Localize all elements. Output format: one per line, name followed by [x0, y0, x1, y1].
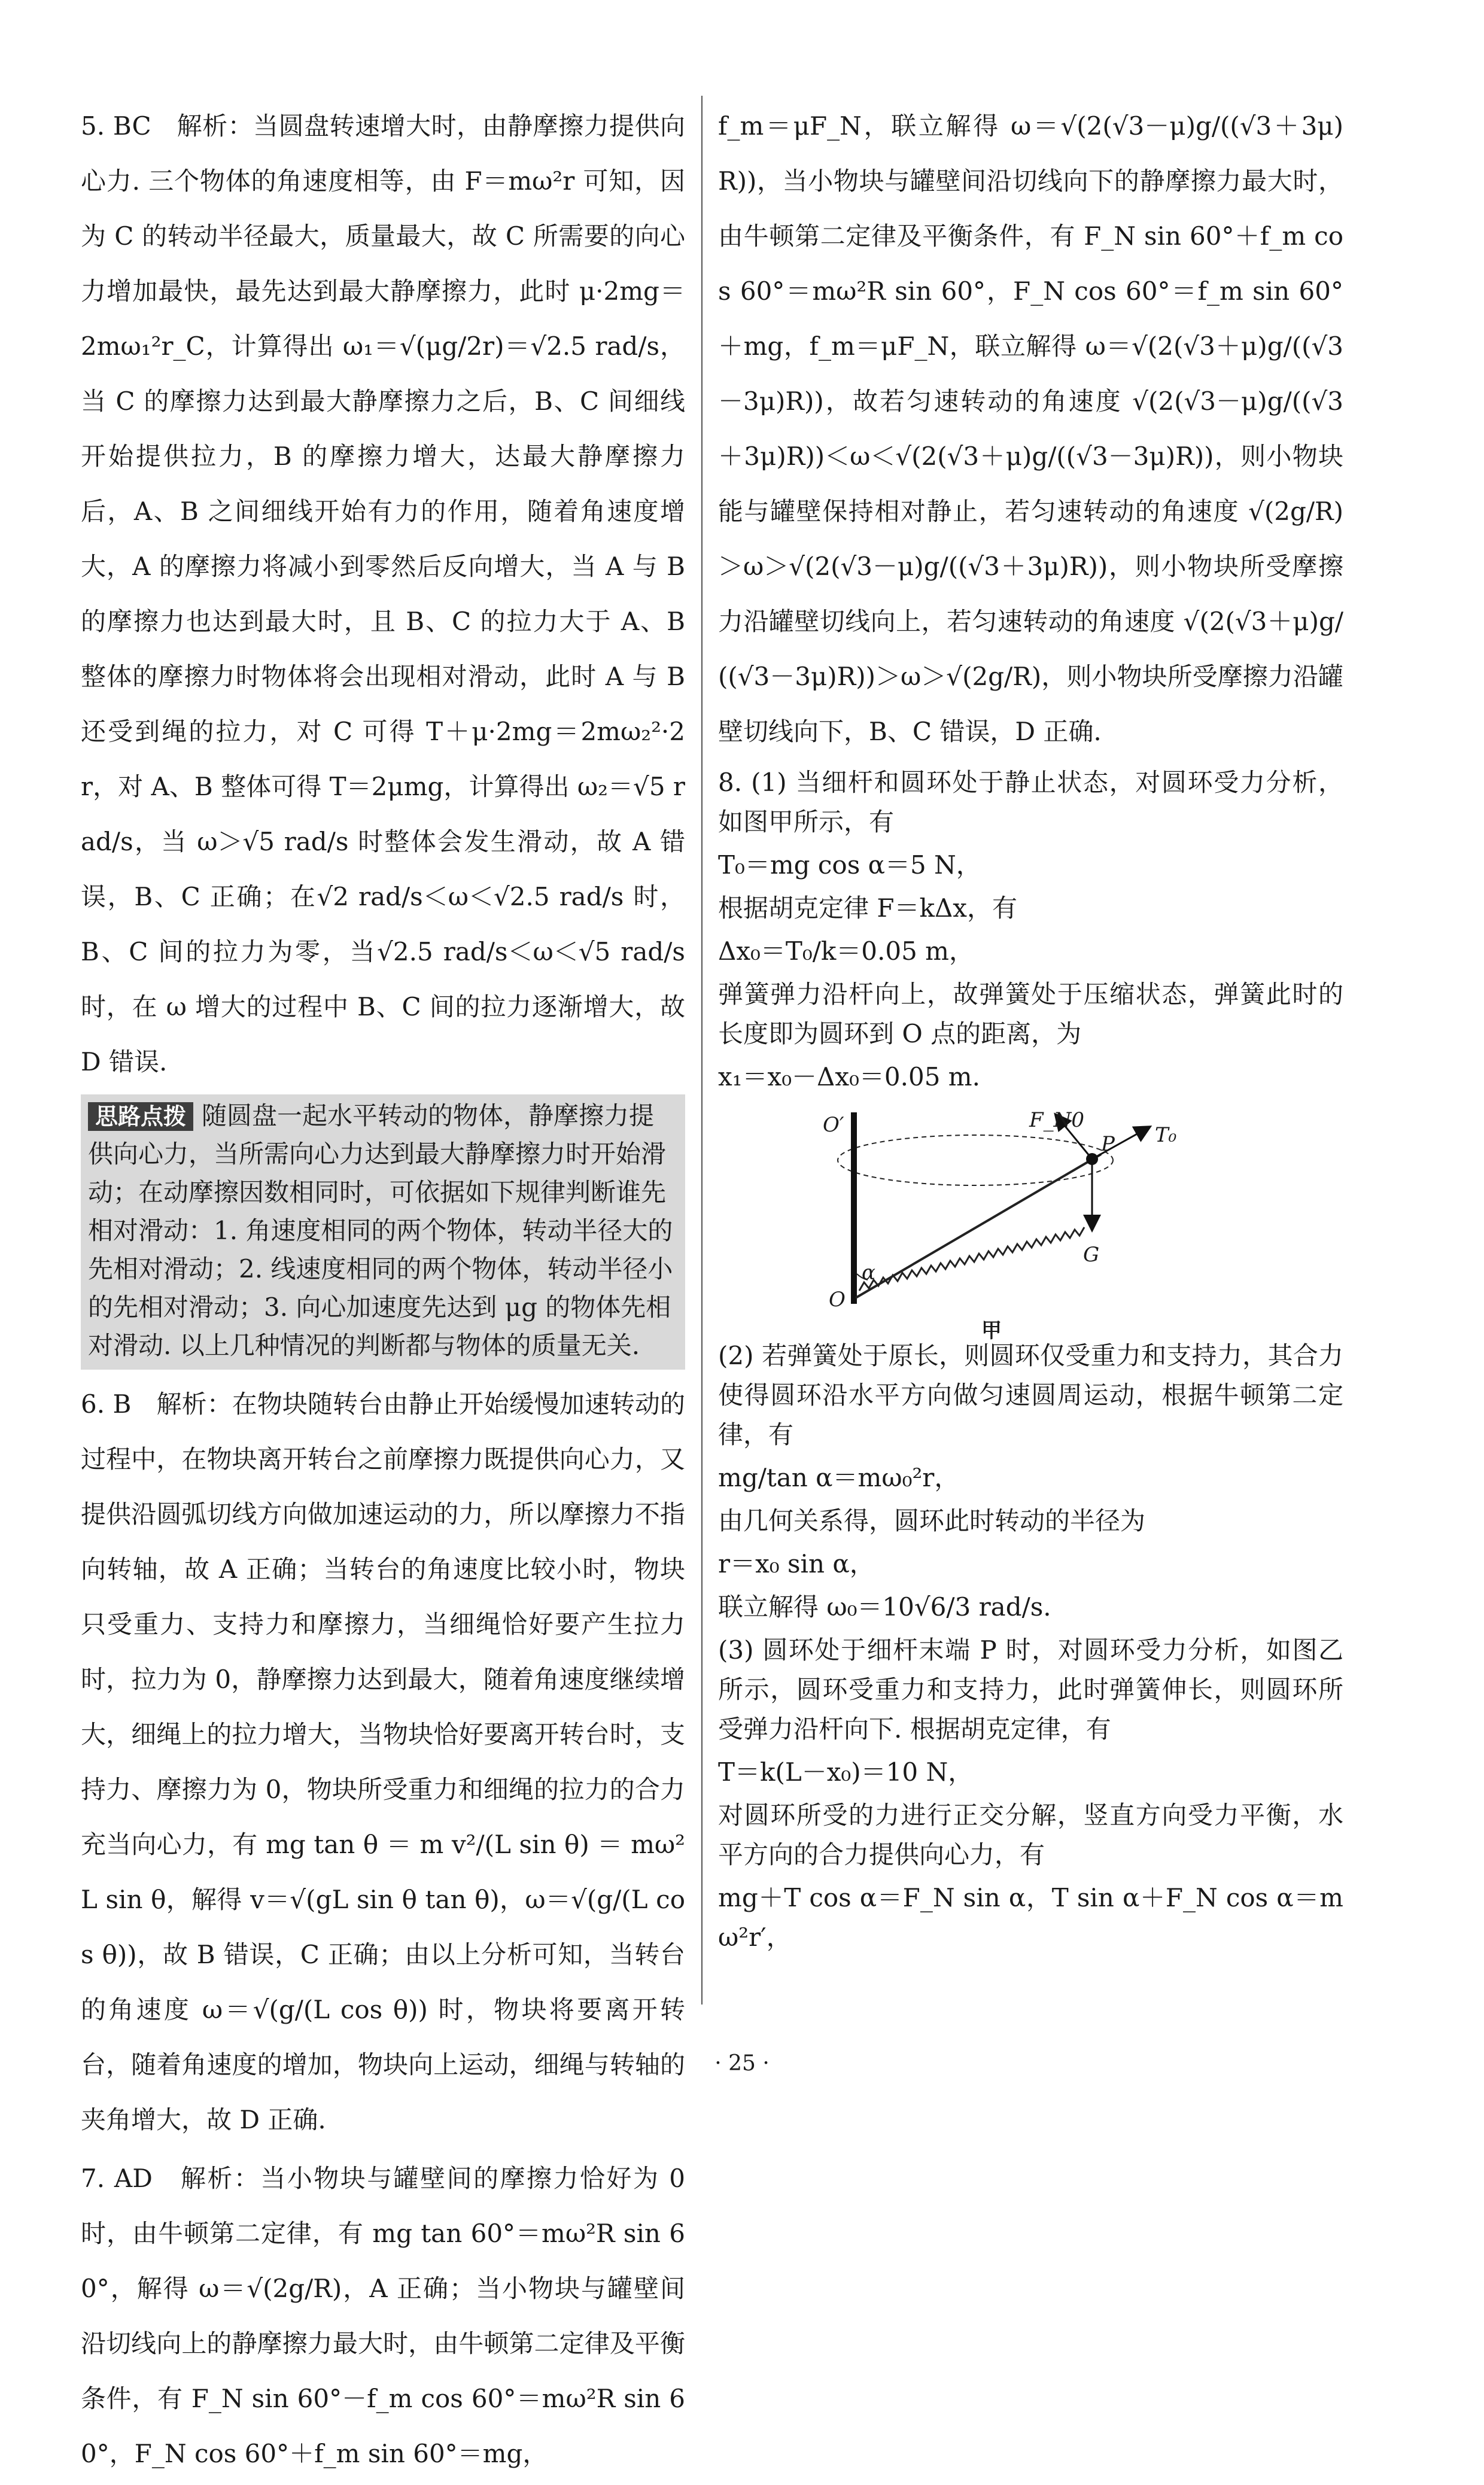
- tip-text: 随圆盘一起水平转动的物体，静摩擦力提供向心力，当所需向心力达到最大静摩擦力时开始滑动；在动摩擦因数相同时，可依据如下规律判断谁先相对滑动：1. 角速度相同的两个物体，转动半径大的先相对滑动；2. 线速度相同的两个物体，转动半径小的先相对滑动；3. 向心加速度先达到 μg 的物体先相对滑动. 以上几种情况的判断都与物体的质量无关.: [88, 1101, 673, 1360]
- answer-8-decomposition: 对圆环所受的力进行正交分解，竖直方向受力平衡，水平方向的合力提供向心力，有: [718, 1800, 1343, 1869]
- answer-8-part2: (2) 若弹簧处于原长，则圆环仅受重力和支持力，其合力使得圆环沿水平方向做匀速圆周运动，根据牛顿第二定律，有: [718, 1341, 1343, 1449]
- answer-8-spring: 弹簧弹力沿杆向上，故弹簧处于压缩状态，弹簧此时的长度即为圆环到 O 点的距离，为: [718, 980, 1343, 1048]
- tip-box: [81, 1094, 685, 1370]
- spring: [859, 1227, 1084, 1291]
- geometry-line: 由几何关系得，圆环此时转动的半径为: [718, 1506, 1146, 1535]
- figure-caption: 甲: [981, 1319, 1002, 1343]
- page-number: · 25 ·: [714, 2051, 770, 2076]
- answer-5: 5. BC 解析：当圆盘转速增大时，由静摩擦力提供向心力. 三个物体的角速度相等，由 F＝mω²r 可知，因为 C 的转动半径最大，质量最大，故 C 所需要的向心力增加最快，最先达到最大静摩擦力，此时 μ·2mg＝2mω₁²r_C，计算得出 ω₁＝√(μg/2r)＝√2.5 rad/s，当 C 的摩擦力达到最大静摩擦力之后，B、C 间细线开始提供拉力，B 的摩擦力增大，达最大静摩擦力后，A、B 之间细线开始有力的作用，随着角速度增大，A 的摩擦力将减小到零然后反向增大，当 A 与 B 的摩擦力也达到最大时，且 B、C 的拉力大于 A、B 整体的摩擦力时物体将会出现相对滑动，此时 A 与 B 还受到绳的拉力，对 C 可得 T＋μ·2mg＝2mω₂²·2r，对 A、B 整体可得 T＝2μmg，计算得出 ω₂＝√5 rad/s，当 ω＞√5 rad/s 时整体会发生滑动，故 A 错误，B、C 正确；在√2 rad/s＜ω＜√2.5 rad/s 时，B、C 间的拉力为零，当√2.5 rad/s＜ω＜√5 rad/s 时，在 ω 增大的过程中 B、C 间的拉力逐渐增大，故 D 错误.: [81, 111, 685, 1076]
- equation-compression: Δx₀＝T₀/k＝0.05 m，: [718, 936, 974, 966]
- equation-omega0: 联立解得 ω₀＝10√6/3 rad/s.: [718, 1592, 1051, 1622]
- equation-tension-2: T＝k(L－x₀)＝10 N，: [718, 1757, 974, 1787]
- right-column: [718, 99, 1343, 1961]
- answer-6: 6. B 解析：在物块随转台由静止开始缓慢加速转动的过程中，在物块离开转台之前摩擦力既提供向心力，又提供沿圆弧切线方向做加速运动的力，所以摩擦力不指向转轴，故 A 正确；当转台的角速度比较小时，物块只受重力、支持力和摩擦力，当细绳恰好要产生拉力时，拉力为 0，静摩擦力达到最大，随着角速度继续增大，细绳上的拉力增大，当物块恰好要离开转台时，支持力、摩擦力为 0，物块所受重力和细绳的拉力的合力充当向心力，有 mg tan θ ＝ m v²/(L sin θ) ＝ mω²L sin θ，解得 v＝√(gL sin θ tan θ)，ω＝√(g/(L cos θ))，故 B 错误，C 正确；由以上分析可知，当转台的角速度 ω＝√(g/(L cos θ)) 时，物块将要离开转台，随着角速度的增加，物块向上运动，细绳与转轴的夹角增大，故 D 正确.: [81, 1389, 685, 2134]
- tip-label: 思路点拨: [88, 1102, 193, 1131]
- vertical-rod: [851, 1112, 857, 1304]
- equation-balance: mg＋T cos α＝F_N sin α，T sin α＋F_N cos α＝mω²r′，: [718, 1883, 1343, 1952]
- label-fn0: F_N0: [1029, 1108, 1084, 1132]
- left-column: [81, 99, 685, 2485]
- label-g: G: [1083, 1243, 1100, 1267]
- orbit-ellipse: [838, 1135, 1113, 1185]
- equation-x1: x₁＝x₀－Δx₀＝0.05 m.: [718, 1062, 980, 1091]
- figure-jia: [718, 1100, 1343, 1343]
- hooke-law-line: 根据胡克定律 F＝kΔx，有: [718, 893, 1017, 923]
- answer-8-part1: 8. (1) 当细杆和圆环处于静止状态，对圆环受力分析，如图甲所示，有: [718, 768, 1343, 837]
- answer-7: 7. AD 解析：当小物块与罐壁间的摩擦力恰好为 0 时，由牛顿第二定律，有 mg tan 60°＝mω²R sin 60°，解得 ω＝√(2g/R)，A 正确；当小物块与罐壁间沿切线向上的静摩擦力最大时，由牛顿第二定律及平衡条件，有 F_N sin 60°－f_m cos 60°＝mω²R sin 60°，F_N cos 60°＋f_m sin 60°＝mg，: [81, 2164, 685, 2468]
- column-divider: [701, 96, 703, 2005]
- label-o: O: [829, 1288, 846, 1312]
- label-p: P: [1101, 1132, 1115, 1156]
- equation-radius: r＝x₀ sin α，: [718, 1549, 875, 1578]
- answer-7-continued: f_m＝μF_N，联立解得 ω＝√(2(√3－μ)g/((√3＋3μ)R))，当小物块与罐壁间沿切线向下的静摩擦力最大时，由牛顿第二定律及平衡条件，有 F_N sin 60°＋f_m cos 60°＝mω²R sin 60°，F_N cos 60°＝f_m sin 60°＋mg，f_m＝μF_N，联立解得 ω＝√(2(√3＋μ)g/((√3－3μ)R))，故若匀速转动的角速度 √(2(√3－μ)g/((√3＋3μ)R))＜ω＜√(2(√3＋μ)g/((√3－3μ)R))，则小物块能与罐壁保持相对静止，若匀速转动的角速度 √(2g/R)＞ω＞√(2(√3－μ)g/((√3＋3μ)R))，则小物块所受摩擦力沿罐壁切线向上，若匀速转动的角速度 √(2(√3＋μ)g/((√3－3μ)R))＞ω＞√(2g/R)，则小物块所受摩擦力沿罐壁切线向下，B、C 错误，D 正确.: [718, 111, 1343, 746]
- answer-8-part3: (3) 圆环处于细杆末端 P 时，对圆环受力分析，如图乙所示，圆环受重力和支持力，此时弹簧伸长，则圆环所受弹力沿杆向下. 根据胡克定律，有: [718, 1635, 1343, 1744]
- equation-tension: T₀＝mg cos α＝5 N，: [718, 850, 981, 880]
- label-alpha: α: [862, 1261, 875, 1285]
- label-t0: T₀: [1155, 1123, 1177, 1147]
- label-o-prime: O′: [823, 1113, 844, 1137]
- equation-centripetal: mg/tan α＝mω₀²r，: [718, 1463, 960, 1492]
